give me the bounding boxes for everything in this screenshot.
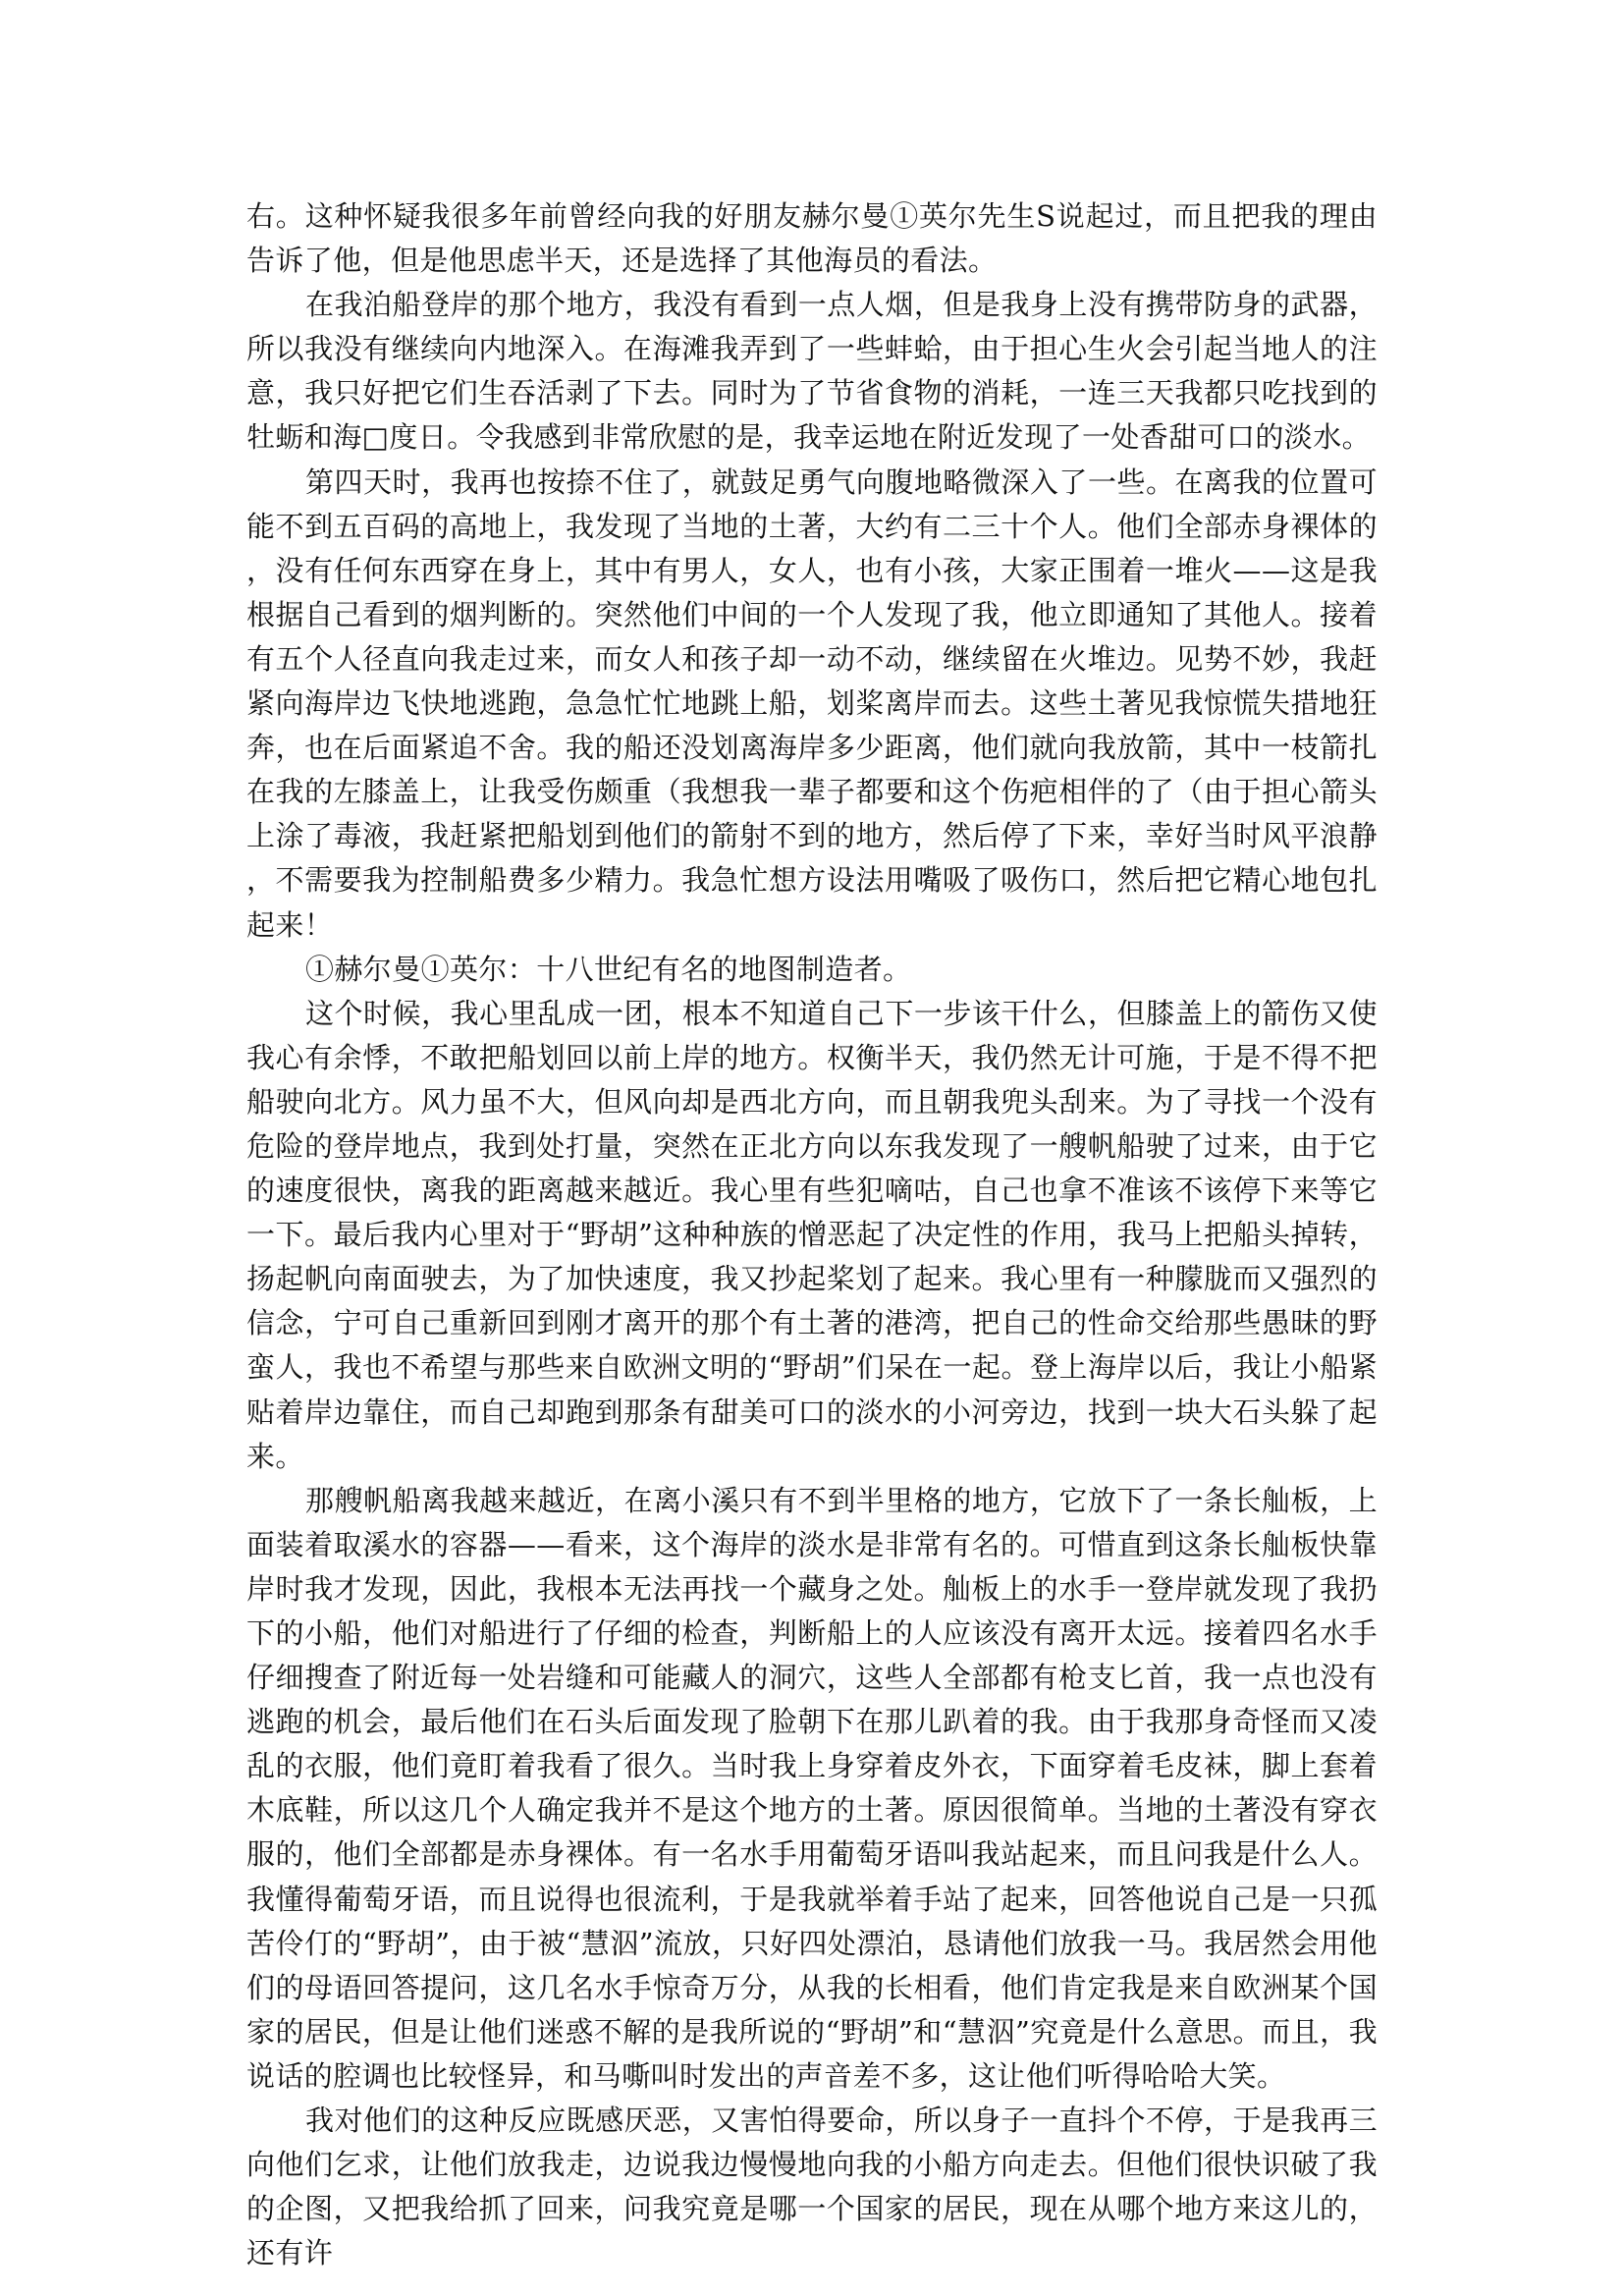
paragraph-continuation: 右。这种怀疑我很多年前曾经向我的好朋友赫尔曼①英尔先生S说起过，而且把我的理由告诉了他，但是他思虑半天，还是选择了其他海员的看法。 xyxy=(246,199,1378,278)
paragraph-sailing-north: 这个时候，我心里乱成一团，根本不知道自己下一步该干什么，但膝盖上的箭伤又使我心有余悸，不敢把船划回以前上岸的地方。权衡半天，我仍然无计可施，于是不得不把船驶向北方。风力虽不大，但风向却是西北方向，而且朝我兜头刮来。为了寻找一个没有危险的登岸地点，我到处打量，突然在正北方向以东我发现了一艘帆船驶了过来，由于它的速度很快，离我的距离越来越近。我心里有些犯嘀咕，自己也拿不准该不该停下来等它一下。最后我内心里对于“野胡”这种种族的憎恶起了决定性的作用，我马上把船头掉转，扬起帆向南面驶去，为了加快速度，我又抄起桨划了起来。我心里有一种朦胧而又强烈的信念，宁可自己重新回到刚才离开的那个有土著的港湾，把自己的性命交给那些愚昧的野蛮人，我也不希望与那些来自欧洲文明的“野胡”们呆在一起。登上海岸以后，我让小船紧贴着岸边靠住，而自己却跑到那条有甜美可口的淡水的小河旁边，找到一块大石头躲了起来。 xyxy=(246,996,1378,1473)
footnote: ①赫尔曼①英尔：十八世纪有名的地图制造者。 xyxy=(305,952,912,986)
paragraph-sailors-found: 那艘帆船离我越来越近，在离小溪只有不到半里格的地方，它放下了一条长舢板，上面装着取溪水的容器——看来，这个海岸的淡水是非常有名的。可惜直到这条长舢板快靠岸时我才发现，因此，我根本无法再找一个藏身之处。舢板上的水手一登岸就发现了我扔下的小船，他们对船进行了仔细的检查，判断船上的人应该没有离开太远。接着四名水手仔细搜查了附近每一处岩缝和可能藏人的洞穴，这些人全部都有枪支匕首，我一点也没有逃跑的机会，最后他们在石头后面发现了脸朝下在那儿趴着的我。由于我那身奇怪而又凌乱的衣服，他们竟盯着我看了很久。当时我上身穿着皮外衣，下面穿着毛皮袜，脚上套着木底鞋，所以这几个人确定我并不是这个地方的土著。原因很简单。当地的土著没有穿衣服的，他们全部都是赤身裸体。有一名水手用葡萄牙语叫我站起来，而且问我是什么人。我懂得葡萄牙语，而且说得也很流利，于是我就举着手站了起来，回答他说自己是一只孤苦伶仃的“野胡”，由于被“慧泅”流放，只好四处漂泊，恳请他们放我一马。我居然会用他们的母语回答提问，这几名水手惊奇万分，从我的长相看，他们肯定我是来自欧洲某个国家的居民，但是让他们迷惑不解的是我所说的“野胡”和“慧泅”究竟是什么意思。而且，我说话的腔调也比较怪异，和马嘶叫时发出的声音差不多，这让他们听得哈哈大笑。 xyxy=(246,1483,1378,2093)
paragraph-captured: 我对他们的这种反应既感厌恶，又害怕得要命，所以身子一直抖个不停，于是我再三向他们乞求，让他们放我走，边说我边慢慢地向我的小船方向走去。但他们很快识破了我的企图，又把我给抓了回来，问我究竟是哪一个国家的居民，现在从哪个地方来这儿的，还有许 xyxy=(246,2104,1378,2270)
paragraph-landing: 在我泊船登岸的那个地方，我没有看到一点人烟，但是我身上没有携带防身的武器，所以我没有继续向内地深入。在海滩我弄到了一些蚌蛤，由于担心生火会引起当地人的注意，我只好把它们生吞活剥了下去。同时为了节省食物的消耗，一连三天我都只吃找到的牡蛎和海□度日。令我感到非常欣慰的是，我幸运地在附近发现了一处香甜可口的淡水。 xyxy=(246,288,1378,455)
paragraph-fourth-day: 第四天时，我再也按捺不住了，就鼓足勇气向腹地略微深入了一些。在离我的位置可能不到五百码的高地上，我发现了当地的土著，大约有二三十个人。他们全部赤身裸体的，没有任何东西穿在身上，其中有男人，女人，也有小孩，大家正围着一堆火——这是我根据自己看到的烟判断的。突然他们中间的一个人发现了我，他立即通知了其他人。接着有五个人径直向我走过来，而女人和孩子却一动不动，继续留在火堆边。见势不妙，我赶紧向海岸边飞快地逃跑，急急忙忙地跳上船，划桨离岸而去。这些土著见我惊慌失措地狂奔，也在后面紧追不舍。我的船还没划离海岸多少距离，他们就向我放箭，其中一枝箭扎在我的左膝盖上，让我受伤颇重（我想我一辈子都要和这个伤疤相伴的了（由于担心箭头上涂了毒液，我赶紧把船划到他们的箭射不到的地方，然后停了下来，幸好当时风平浪静，不需要我为控制船费多少精力。我急忙想方设法用嘴吸了吸伤口，然后把它精心地包扎起来！ xyxy=(246,465,1378,942)
document-page xyxy=(246,194,1378,2270)
